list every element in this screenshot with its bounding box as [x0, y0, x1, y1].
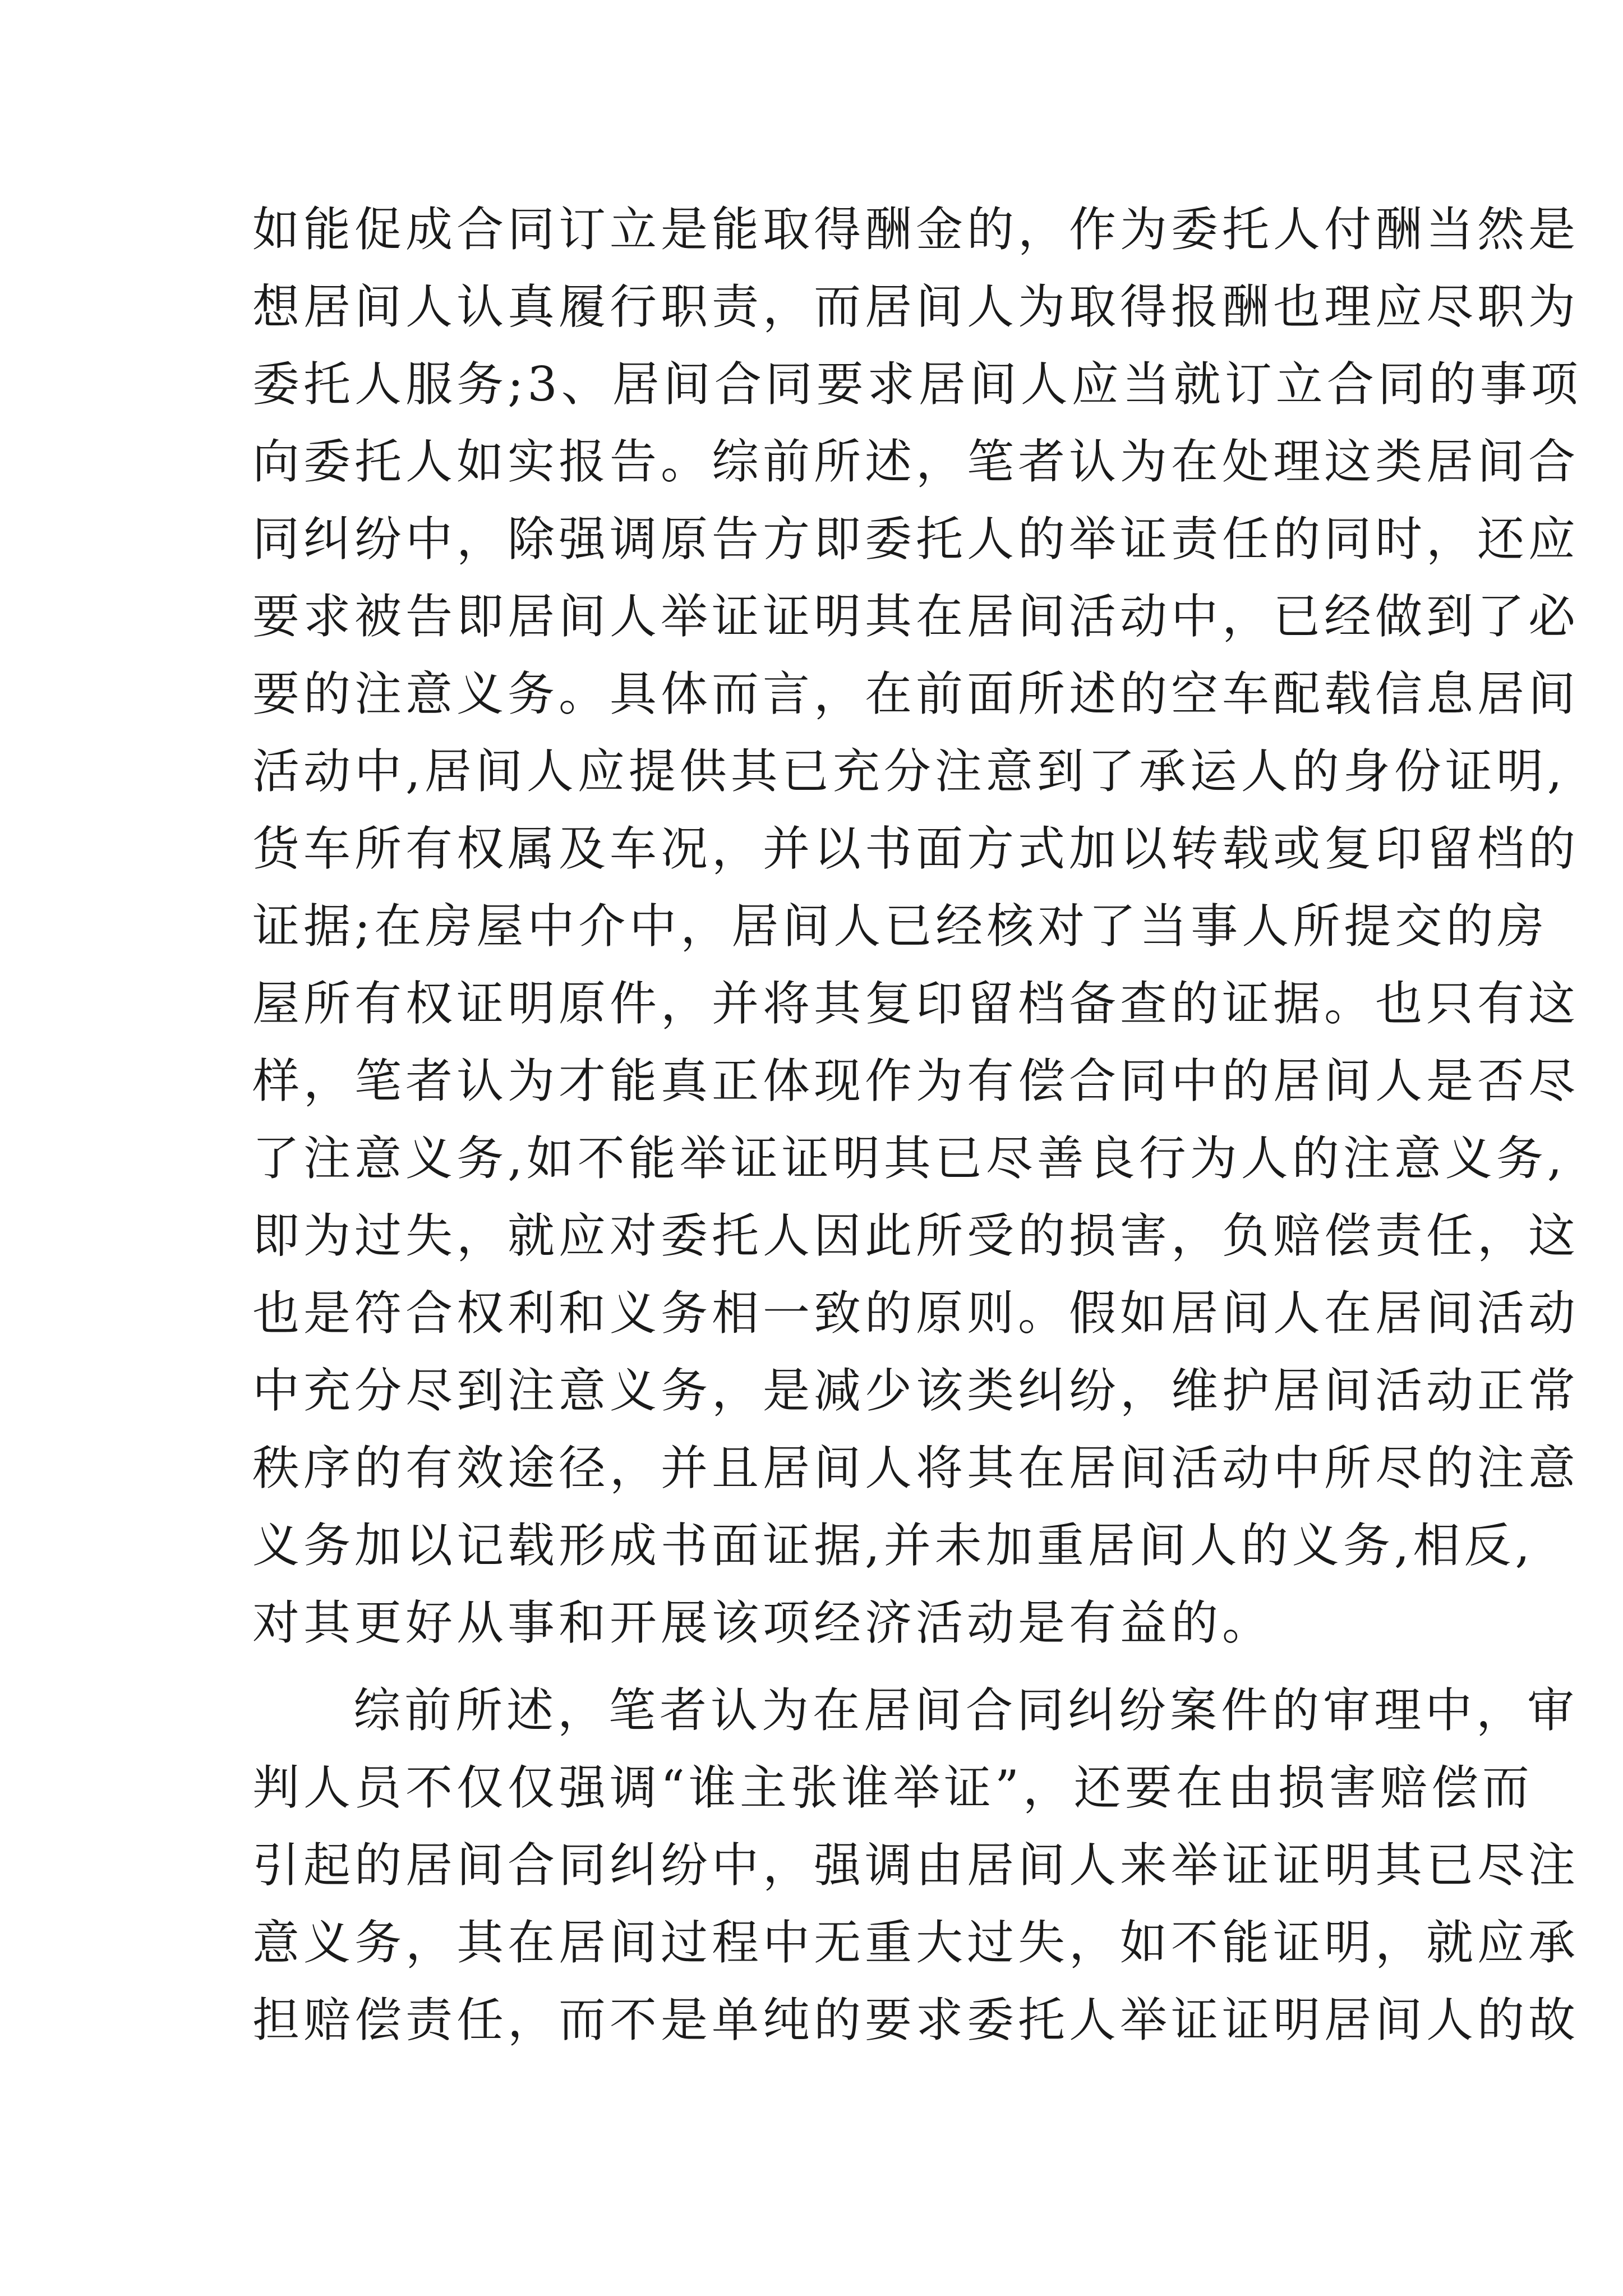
- text-line: 即为过失，就应对委托人因此所受的损害，负赔偿责任，这: [252, 1208, 1580, 1263]
- text-line: 担赔偿责任，而不是单纯的要求委托人举证证明居间人的故: [252, 1993, 1580, 2047]
- text-line: 活动中,居间人应提供其已充分注意到了承运人的身份证明,: [252, 744, 1566, 799]
- text-line: 秩序的有效途径，并且居间人将其在居间活动中所尽的注意: [252, 1441, 1580, 1496]
- text-line: 要的注意义务。具体而言，在前面所述的空车配载信息居间: [252, 666, 1580, 721]
- text-line: 同纠纷中，除强调原告方即委托人的举证责任的同时，还应: [252, 512, 1580, 567]
- paragraph-1: [252, 191, 1582, 1662]
- text-line: 判人员不仅仅强调“谁主张谁举证”，还要在由损害赔偿而: [252, 1760, 1533, 1815]
- text-line: 引起的居间合同纠纷中，强调由居间人来举证证明其已尽注: [252, 1838, 1580, 1893]
- text-line: 证据;在房屋中介中，居间人已经核对了当事人所提交的房: [252, 899, 1548, 954]
- text-line: 向委托人如实报告。综前所述，笔者认为在处理这类居间合: [252, 434, 1580, 489]
- paragraph-2: [252, 1672, 1580, 2059]
- text-line: 也是符合权利和义务相一致的原则。假如居间人在居间活动: [252, 1286, 1580, 1341]
- text-line: 中充分尽到注意义务，是减少该类纠纷，维护居间活动正常: [252, 1363, 1580, 1418]
- text-line: 屋所有权证明原件，并将其复印留档备查的证据。也只有这: [252, 976, 1580, 1031]
- text-line: 对其更好从事和开展该项经济活动是有益的。: [252, 1595, 1274, 1650]
- text-line: 意义务，其在居间过程中无重大过失，如不能证明，就应承: [252, 1915, 1580, 1970]
- body-text: [252, 191, 1582, 2059]
- text-line: 综前所述，笔者认为在居间合同纠纷案件的审理中，审: [353, 1683, 1579, 1738]
- text-line: 要求被告即居间人举证证明其在居间活动中，已经做到了必: [252, 589, 1580, 644]
- text-line: 了注意义务,如不能举证证明其已尽善良行为人的注意义务,: [252, 1131, 1566, 1186]
- text-line: 如能促成合同订立是能取得酬金的，作为委托人付酬当然是: [252, 202, 1580, 257]
- text-line: 货车所有权属及车况，并以书面方式加以转载或复印留档的: [252, 821, 1580, 876]
- text-line: 样，笔者认为才能真正体现作为有偿合同中的居间人是否尽: [252, 1053, 1580, 1108]
- text-line: 委托人服务;3、居间合同要求居间人应当就订立合同的事项: [252, 357, 1582, 412]
- text-line: 义务加以记载形成书面证据,并未加重居间人的义务,相反,: [252, 1518, 1534, 1573]
- text-line: 想居间人认真履行职责，而居间人为取得报酬也理应尽职为: [252, 279, 1580, 334]
